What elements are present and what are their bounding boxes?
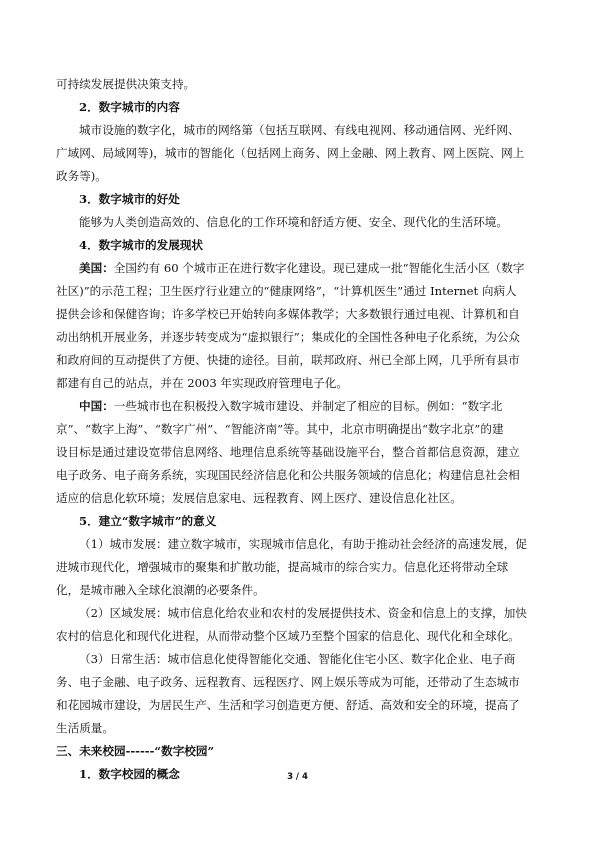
paragraph-line: 和政府间的互动提供了方便、快捷的途径。目前，联邦政府、州已全部上网，几乎所有县市	[56, 353, 520, 367]
paragraph-line: 适应的信息化软环境；发展信息家电、远程教育、网上医疗、建设信息化社区。	[56, 491, 462, 505]
page-number: 3 / 4	[287, 772, 308, 782]
paragraph-line: 广域网、局域网等)，城市的智能化（包括网上商务、网上金融、网上教育、网上医院、网上	[56, 146, 525, 160]
section-heading: 5．建立“数字城市”的意义	[79, 514, 217, 528]
paragraph-line: 动出纳机开展业务，并逐步转变成为“虚拟银行”；集成化的全国性各种电子化系统，为公众	[56, 330, 521, 344]
paragraph-line: 政务等)。	[56, 169, 107, 183]
paragraph-text: 全国约有 60 个城市正在进行数字化建设。现已建成一批“智能化生活小区（数字	[113, 261, 525, 275]
lead-label: 美国：	[79, 261, 114, 275]
paragraph-line: 城市设施的数字化，城市的网络第（包括互联网、有线电视网、移动通信网、光纤网、	[79, 123, 520, 137]
paragraph-line: （1）城市发展：建立数字城市，实现城市信息化，有助于推动社会经济的高速发展，促	[79, 537, 527, 551]
paragraph-line: （3）日常生活：城市信息化使得智能化交通、智能化住宅小区、数字化企业、电子商	[79, 652, 516, 666]
paragraph-line: 设目标是通过建设宽带信息网络、地理信息系统等基础设施平台，整合首都信息资源，建立	[56, 445, 520, 459]
paragraph-line	[56, 395, 540, 418]
paragraph-text: 一些城市也在积极投入数字城市建设、并制定了相应的目标。例如：“数字北	[113, 399, 503, 413]
section-heading: 4．数字城市的发展现状	[79, 238, 204, 252]
paragraph-line: 能够为人类创造高效的、信息化的工作环境和舒适方便、安全、现代化的生活环境。	[79, 215, 508, 229]
paragraph-line: 都建有自己的站点，并在 2003 年实现政府管理电子化。	[56, 376, 348, 390]
lead-label: 中国：	[79, 399, 114, 413]
paragraph-line: 务、电子金融、电子政务、远程教育、远程医疗、网上娱乐等成为可能，还带动了生态城市	[56, 675, 520, 689]
paragraph-line: （2）区域发展：城市信息化给农业和农村的发展提供技术、资金和信息上的支撑，加快	[79, 606, 527, 620]
section-heading: 2．数字城市的内容	[79, 100, 180, 114]
paragraph-line: 电子政务、电子商务系统，实现国民经济信息化和公共服务领域的信息化；构建信息社会相	[56, 468, 520, 482]
page-body	[56, 73, 540, 786]
section-heading: 1．数字校园的概念	[79, 767, 180, 781]
paragraph-line: 进城市现代化，增强城市的聚集和扩散功能，提高城市的综合实力。信息化还将带动全球	[56, 560, 509, 574]
paragraph-line	[56, 257, 540, 280]
section-heading: 3．数字城市的好处	[79, 192, 180, 206]
paragraph-line: 可持续发展提供决策支持。	[56, 77, 196, 91]
paragraph-line: 社区)”的示范工程；卫生医疗行业建立的“健康网络”，“计算机医生”通过 Internet 向病人	[56, 284, 517, 298]
paragraph-line: 京”、“数字上海”、“数字广州”、“智能济南”等。其中，北京市明确提出“数字北京”的建	[56, 422, 504, 436]
paragraph-line: 化，是城市融入全球化浪潮的必要条件。	[56, 583, 265, 597]
paragraph-line: 提供会诊和保健咨询；许多学校已开始转向多媒体教学；大多数银行通过电视、计算机和自	[56, 307, 520, 321]
paragraph-line: 生活质量。	[56, 721, 114, 735]
paragraph-line: 和花园城市建设，为居民生产、生活和学习创造更方便、舒适、高效和安全的环境，提高了	[56, 698, 520, 712]
paragraph-line: 农村的信息化和现代化进程，从而带动整个区域乃至整个国家的信息化、现代化和全球化。	[56, 629, 520, 643]
chapter-heading: 三、未来校园------“数字校园”	[56, 744, 215, 758]
